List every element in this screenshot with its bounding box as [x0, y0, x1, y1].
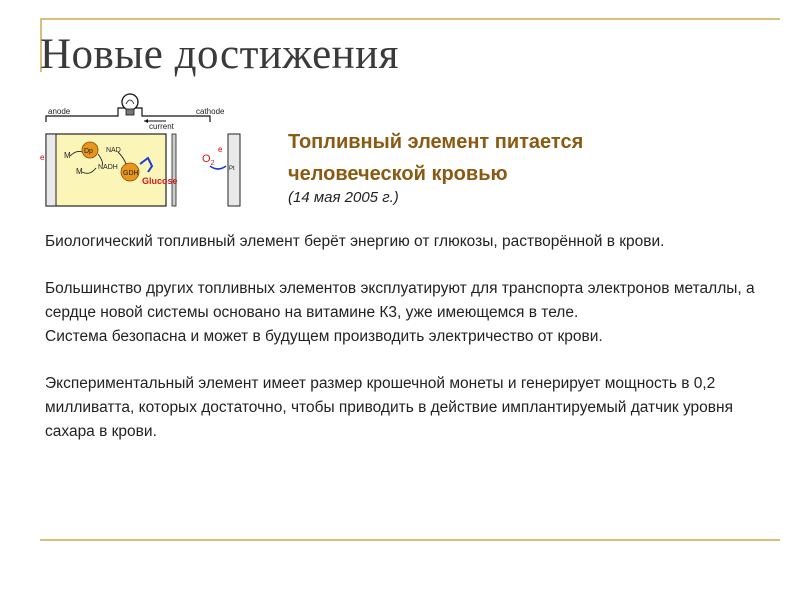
- membrane: [172, 134, 176, 206]
- dp-label: Dp: [84, 148, 93, 155]
- anode-label: anode: [48, 107, 71, 116]
- headline-line-1: Топливный элемент питается: [288, 131, 584, 153]
- headline-line-2: человеческой кровью: [288, 163, 508, 185]
- nadh-label: NADH: [98, 164, 118, 171]
- headline: [288, 126, 583, 190]
- electron-left-label: e: [40, 153, 45, 162]
- electron-right-label: e: [218, 145, 223, 154]
- paragraph-4: Экспериментальный элемент имеет размер крошечной монеты и генерирует мощность в 0,2 милливатта, которых достаточно, чтобы приводить в действие имплантируемый датчик уровня сахара в крови.: [45, 375, 733, 440]
- slide-title: Новые достижения: [40, 31, 399, 78]
- mediator-upper-label: M: [64, 151, 71, 160]
- nad-label: NAD: [106, 147, 121, 154]
- cathode-label: cathode: [196, 107, 225, 116]
- body-text: [45, 230, 765, 444]
- current-label: current: [149, 122, 174, 131]
- fuel-cell-diagram: [38, 92, 242, 208]
- top-rule: [40, 18, 780, 20]
- mediator-lower-label: M: [76, 167, 83, 176]
- anode-electrode: [46, 134, 56, 206]
- pt-label: Pt: [229, 166, 235, 172]
- bottom-rule: [40, 539, 780, 541]
- gdh-label: GDH: [123, 170, 139, 177]
- paragraph-1: Биологический топливный элемент берёт энергию от глюкозы, растворённой в крови.: [45, 233, 665, 250]
- paragraph-3: Система безопасна и может в будущем производить электричество от крови.: [45, 328, 603, 345]
- paragraph-2: Большинство других топливных элементов эксплуатируют для транспорта электронов металлы, а сердце новой системы основано на витамине К3, уже имеющемся в теле.: [45, 280, 755, 321]
- glucose-label: Glucose: [142, 176, 178, 186]
- light-bulb-icon: [122, 94, 138, 115]
- headline-date: (14 мая 2005 г.): [288, 189, 399, 206]
- o2-subscript: 2: [210, 160, 215, 167]
- o2-label: $O_2$: [202, 153, 215, 167]
